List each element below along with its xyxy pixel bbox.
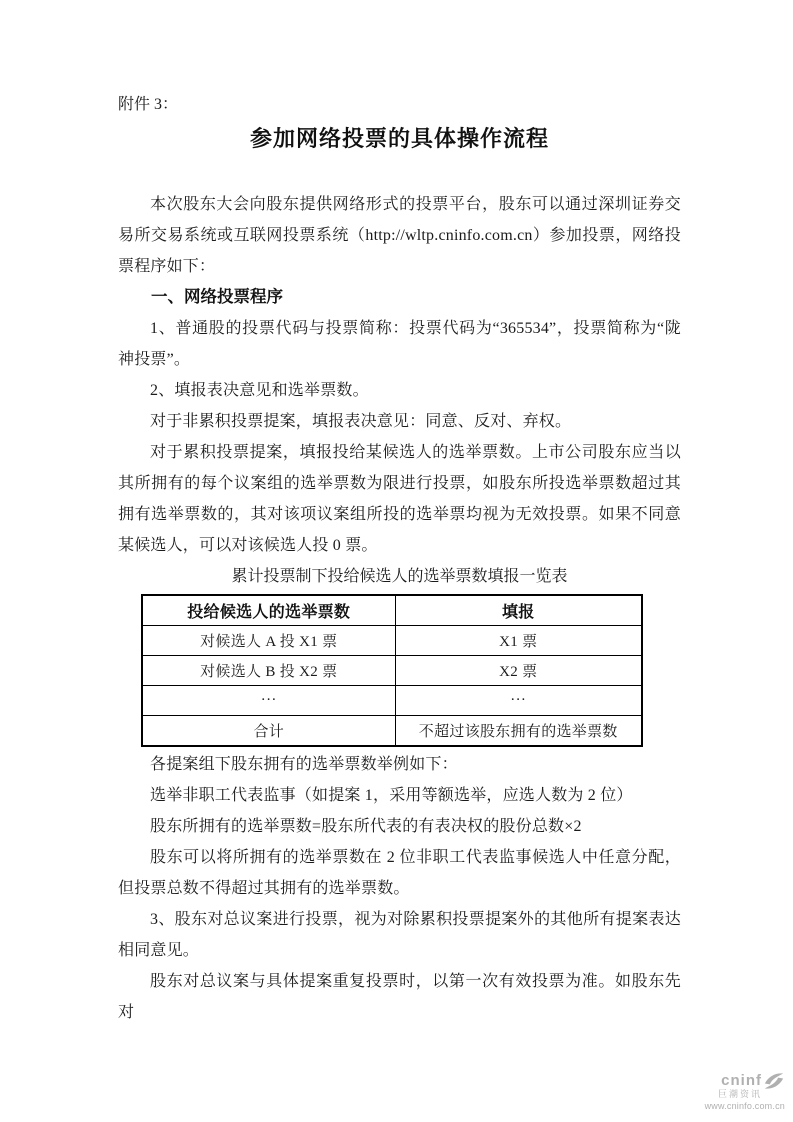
votes-table (141, 594, 643, 747)
paragraph-repeat-voting: 股东对总议案与具体提案重复投票时，以第一次有效投票为准。如股东先对 (118, 973, 681, 1021)
cninfo-logo (668, 1071, 788, 1112)
table-cell-candidate-b: 对候选人 B 投 X2 票 (142, 656, 395, 686)
paragraph-example-intro: 各提案组下股东拥有的选举票数举例如下： (150, 756, 458, 773)
paragraph-votes-formula: 股东所拥有的选举票数=股东所代表的有表决权的股份总数×2 (150, 818, 582, 835)
paragraph-vote-code: 1、普通股的投票代码与投票简称：投票代码为“365534”，投票简称为“陇神投票”。 (118, 320, 681, 368)
table-header-votes-column: 投给候选人的选举票数 (142, 595, 395, 626)
table-cell-candidate-a-fill: X1 票 (395, 626, 642, 656)
paragraph-votes-distribution: 股东可以将所拥有的选举票数在 2 位非职工代表监事候选人中任意分配，但投票总数不得超过其拥有的选举票数。 (118, 849, 681, 897)
table-row (142, 656, 642, 686)
table-row (142, 686, 642, 716)
section-heading-network-voting: 一、网络投票程序 (151, 288, 283, 306)
table-caption: 累计投票制下投给候选人的选举票数填报一览表 (231, 568, 568, 585)
table-header-fill-column: 填报 (395, 595, 642, 626)
table-cell-total-fill: 不超过该股东拥有的选举票数 (395, 716, 642, 747)
attachment-label: 附件 3： (118, 96, 179, 113)
table-cell-candidate-b-fill: X2 票 (395, 656, 642, 686)
table-cell-ellipsis: ··· (142, 686, 395, 716)
paragraph-supervisor-election: 选举非职工代表监事（如提案 1，采用等额选举，应选人数为 2 位） (150, 787, 633, 804)
cninfo-swirl-icon (763, 1071, 785, 1091)
paragraph-non-cumulative: 对于非累积投票提案，填报表决意见：同意、反对、弃权。 (150, 413, 572, 430)
page-title: 参加网络投票的具体操作流程 (249, 126, 549, 151)
table-cell-candidate-a: 对候选人 A 投 X1 票 (142, 626, 395, 656)
paragraph-general-proposal: 3、股东对总议案进行投票，视为对除累积投票提案外的其他所有提案表达相同意见。 (118, 911, 681, 959)
cninfo-url: www.cninfo.com.cn (704, 1101, 785, 1112)
table-row (142, 716, 642, 747)
intro-paragraph: 本次股东大会向股东提供网络形式的投票平台，股东可以通过深圳证券交易所交易系统或互联网投票系统（http://wltp.cninfo.com.cn）参加投票，网络投票程序如下： (118, 196, 681, 275)
cninfo-wordmark: cninf (721, 1071, 762, 1089)
table-header-row (142, 595, 642, 626)
cninfo-cn-name: 巨潮资讯 (717, 1089, 762, 1100)
table-row (142, 626, 642, 656)
table-cell-ellipsis-fill: ··· (395, 686, 642, 716)
paragraph-fill-opinions: 2、填报表决意见和选举票数。 (150, 382, 369, 399)
paragraph-cumulative: 对于累积投票提案，填报投给某候选人的选举票数。上市公司股东应当以其所拥有的每个议案组的选举票数为限进行投票，如股东所投选举票数超过其拥有选举票数的，其对该项议案组所投的选举票均视为无效投票。如果不同意某候选人，可以对该候选人投 0 票。 (118, 444, 681, 554)
table-cell-total: 合计 (142, 716, 395, 747)
